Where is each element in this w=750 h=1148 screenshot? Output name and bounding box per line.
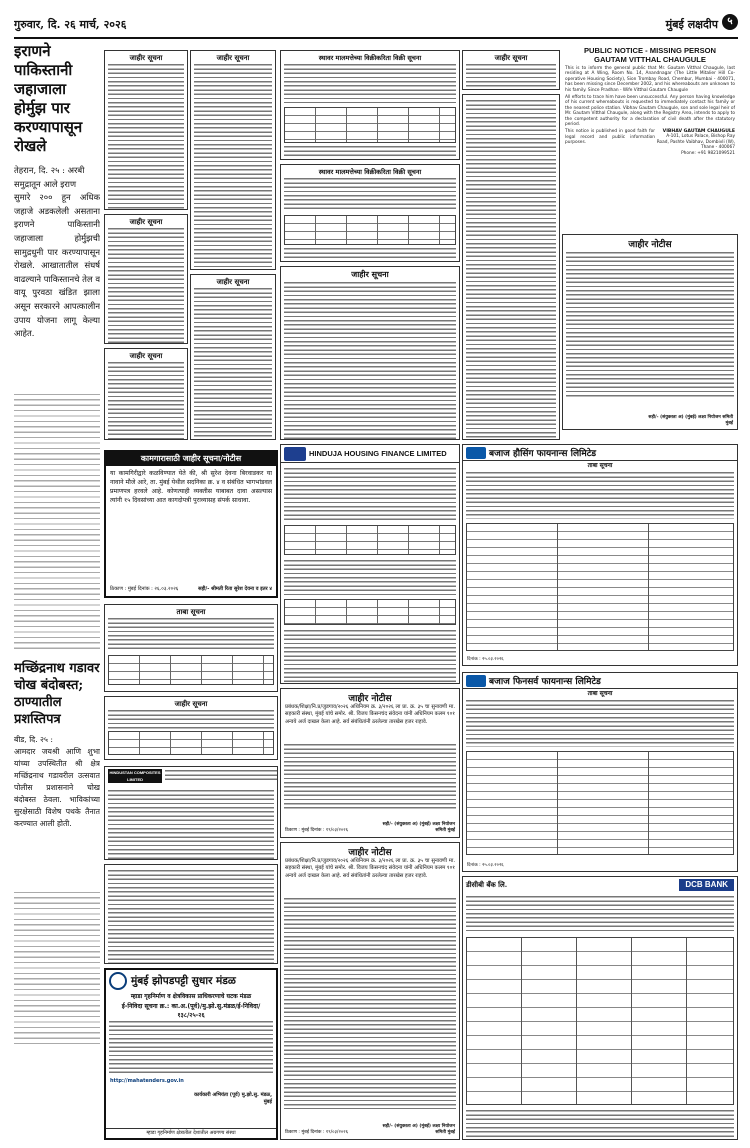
notice-col2-c (104, 348, 188, 440)
jahir-notice-cont (284, 897, 456, 1109)
notice-col2-a (104, 50, 188, 210)
lead-headline: इराणने पाकिस्तानी जहाजाला होर्मुझ पार करण्यापासून रोखले (14, 42, 83, 155)
notice-col3-a (190, 50, 276, 270)
dcb-intro: डीसीबी बँक लि. (466, 880, 508, 889)
mhada-tender (104, 968, 278, 1140)
notice-title: जाहीर सूचना (174, 699, 208, 708)
hinduja-text-2 (284, 559, 456, 595)
notice-col5-b (462, 94, 560, 440)
jahir-notice-date: ठिकाण : मुंबई दिनांक : १९/०३/२०२६ (285, 828, 349, 833)
dcb-logo: DCB BANK (679, 879, 734, 891)
sale-notice-table (284, 107, 456, 143)
notice-title: ताबा सूचना (176, 607, 206, 616)
kamgar-body: या कामगिरीद्वारे कळविण्यात येते की, श्री सुरेश देवना बिरवाडकर या नावाने मौजे आरे, ता. मुंबई येथील सदनिका क्र. ४ व संबंधित भागभांडवल प्रमाणपत्र हरवले आहे. कोणत्याही व्यक्तीस याबाबत दावा असल्यास त्यांनी १५ दिवसांच्या आत कागदोपत्री पुराव्यासह संपर्क साधावा. (110, 470, 272, 504)
bajaj-housing-text (466, 471, 734, 519)
mhada-sign: कार्यकारी अभियंता (पूर्व) मु.झो.सु. मंडळ, मुंबई (194, 1092, 272, 1105)
bajaj-finance-logo (466, 675, 486, 687)
notice-title: जाहीर सूचना (351, 269, 389, 279)
jahir-notice-bottom (280, 842, 460, 1140)
notice-text (284, 281, 456, 439)
public-notice-body: This is to inform the general public that Mr. Gautam Vitthal Chaugule, last residing at A Wing, Room No. 14, Anandnagar (The Little Mitalier Hill Co-operative Housing Society), Sion Trombay Road, Chembur, Mumbai - 400071, has been missing since December 2002, and his whereabouts are unknown to his family. Since Pradhan - Wife Vitthal Gautam Chaugule (565, 66, 735, 93)
mhada-tender-no: ई-निविदा सूचना क्र.: का.अ.(पूर्व)/मु.झो.सु.मंडळ/ई-निविदा/१३८/२५-२६ (121, 1003, 261, 1019)
jahir-notice-body: प्रबंधक/शिक्षा/नि.प्र/जुडगाव/२०२६ अधिनियम क्र. ३/२०२६ ला प्रा. क्र. ३५ चा सुनावणी मा. सहकारी संस्था, मुंबई यांचे समोर. श्री. विजय किसनचंद संवेदना यांनी अधिनियम कलम १०१ अन्वये अर्ज दाखल केला आहे. सर्व संबंधितांनी ठरलेल्या तारखेस हजर राहावे. (285, 704, 455, 725)
dateline: गुरुवार, दि. २६ मार्च, २०२६ (14, 18, 127, 31)
jahir-notice-title: जाहीर नोटीस (628, 240, 672, 250)
masthead (14, 14, 738, 36)
bajaj-housing-table (466, 523, 734, 651)
public-notice-subtitle: GAUTAM VITTHAL CHAUGULE (594, 55, 706, 64)
jahir-notice-mid (280, 688, 460, 838)
lead-body: सुमारे २०० हून अधिक जहाजे अडकलेली असताना इराणने पाकिस्तानी जहाजाला होर्मुझची सामुद्रधुनी पार करण्यापासून रोखले. आखातातील संघर्ष वाढल्याने पाकिस्तानचे तेल व वायू पुरवठा खंडित झाला असून सरकारने आपत्कालीन उपाय योजना लागू केल्या आहेत. (14, 192, 100, 339)
jahir-notice-cont (284, 743, 456, 809)
hinduja-table-1 (284, 525, 456, 555)
notice-text (108, 227, 184, 343)
paper-name: मुंबई लक्षदीप (665, 18, 718, 31)
bajaj-housing-name: बजाज हौसिंग फायनान्स लिमिटेड (489, 449, 597, 459)
jahir-notice-date: ठिकाण : मुंबई दिनांक : १९/०३/२०२६ (285, 1130, 349, 1135)
hinduja-logo (284, 447, 306, 461)
sale-notice-title: स्थावर मालमत्तेच्या विक्रीकरिता विक्री सूचना (318, 168, 422, 176)
lead-body-cont (14, 392, 100, 652)
hindustan-text (108, 789, 274, 859)
hindustan-header-text (165, 769, 277, 783)
sale-notice-2 (280, 164, 460, 262)
dcb-bank-notice (462, 876, 738, 1140)
sale-notice-text (284, 177, 456, 211)
jahir-notice-sign: सही/- (संयुक्तता अ) (मुंबई) लक्ष्य नियोजन समिती मुंबई (648, 415, 733, 426)
notice-title: जाहीर सूचना (216, 277, 250, 286)
bajaj-finance-table (466, 751, 734, 855)
bajaj-finance-date: दिनांक : २५.०३.२०२६ (467, 863, 504, 868)
kamgar-place-date: ठिकाण : मुंबई दिनांक : २६.०३.२०२६ (110, 586, 179, 592)
dcb-foot (466, 1109, 734, 1139)
sale-notice-text (284, 63, 456, 103)
second-body-cont (14, 890, 100, 1044)
mhada-text (109, 1020, 273, 1074)
notice-lower-2 (104, 696, 278, 760)
lead-dateline: तेहरान, दि. २५ : अरबी समुद्रातून आले इराण (14, 165, 85, 189)
kamgar-sign: सही/- श्रीमती रिता सुरेश देवना व इतर ४ (198, 586, 272, 592)
mhada-website: http://mahatenders.gov.in (110, 1078, 184, 1084)
hindustan-logo: HINDUSTAN COMPOSITES LIMITED (109, 770, 161, 782)
kamgar-title: कामगारासाठी जाहीर सूचना/नोटीस (106, 452, 276, 466)
bajaj-finance-notice (462, 672, 738, 872)
page-number: ५ (722, 14, 738, 30)
hindustan-composites (104, 766, 278, 860)
notice-col2-b (104, 214, 188, 344)
notice-text (108, 361, 184, 439)
sale-notice-table (284, 215, 456, 245)
notice-col3-b (190, 274, 276, 440)
public-notice (562, 44, 738, 230)
notice-text (108, 617, 274, 651)
mhada-line: म्हाडा गृहनिर्माण व क्षेत्रविकास प्राधिकरणाचे घटक मंडळ (130, 993, 252, 1000)
hinduja-notice (280, 444, 460, 684)
public-notice-address: A-101, Lotus Palace, Bishop Ray Road, Pashte Vaibhav, Dombivli (W), Thane - 400067 (656, 134, 735, 151)
hinduja-text (284, 467, 456, 521)
jahir-notice-body: प्रबंधक/शिक्षा/नि.प्र/जुडगाव/२०२६ अधिनियम क्र. ३/२०२६ ला प्रा. क्र. ३५ चा सुनावणी मा. सहकारी संस्था, मुंबई यांचे समोर. श्री. विजय किसनचंद संवेदना यांनी अधिनियम कलम १०१ अन्वये अर्ज दाखल केला आहे. सर्व संबंधितांनी ठरलेल्या तारखेस हजर राहावे. (285, 858, 455, 879)
kamgar-notice (104, 450, 278, 598)
lead-story (14, 42, 100, 652)
bajaj-housing-date: दिनांक : २५.०३.२०२६ (467, 657, 504, 662)
masthead-rule (14, 37, 738, 39)
second-dateline: बीड, दि. २५ : (14, 735, 53, 744)
jahir-notice-sign: सही/- (संयुक्तता अ) (मुंबई) लक्ष्य नियोजन समिती मुंबई (382, 1124, 455, 1135)
bajaj-housing-notice-title: ताबा सूचना (587, 462, 613, 469)
bajaj-housing-notice (462, 444, 738, 666)
jahir-notice-title: जाहीर नोटीस (348, 848, 392, 858)
notice-text (466, 63, 556, 89)
jahir-notice-text (566, 251, 734, 399)
second-body: आमदार जयश्री आणि शुभा यांच्या उपस्थितीत श्री क्षेत्र मच्छिंद्रनाथ गडावरील उत्सवात पोलीस प्रशासनाने चोख बंदोबस्त ठेवला. भाविकांच्या सुरक्षेसाठी विशेष पथके तैनात करण्यात आली होती. (14, 747, 100, 828)
notice-col5-a (462, 50, 560, 90)
bajaj-finance-text (466, 699, 734, 747)
sale-notice-title: स्थावर मालमत्तेच्या विक्रीकरिता विक्री सूचना (318, 54, 422, 62)
notice-text (194, 63, 272, 269)
notice-text (194, 287, 272, 439)
notice-table (108, 655, 274, 685)
second-headline: मच्छिंद्रनाथ गडावर चोख बंदोबस्त; ठाण्यातील प्रशस्तिपत्र (14, 661, 100, 727)
jahir-suchna-wide (280, 266, 460, 440)
jahir-notice-right (562, 234, 738, 430)
mhada-title: मुंबई झोपडपट्टी सुधार मंडळ (131, 975, 236, 987)
public-notice-purpose: This notice is published in good faith for legal record and public information purposes. (565, 129, 655, 146)
mhada-footer: म्हाडा गृहनिर्माण क्षेत्रातील देशातील अग्रगण्य संस्था (106, 1128, 276, 1138)
bajaj-finance-notice-title: ताबा सूचना (587, 690, 613, 697)
notice-text (108, 709, 274, 729)
mhada-logo (109, 972, 127, 990)
public-notice-body2: All efforts to trace him have been unsuccessful. Any person having knowledge of his current whereabouts is requested to immediately contact his family or the nearest police station. Vibhav Gautam Chaugule, son and sole legal heir of Mr. Gautam Vitthal Chaugule, along with the Registry Area, intends to apply to the competent authority for a declaration of civil death after the statutory period. (565, 95, 735, 128)
notice-title: जाहीर सूचना (129, 53, 163, 62)
notice-text (108, 869, 274, 963)
notice-title: जाहीर सूचना (129, 217, 163, 226)
public-notice-title: PUBLIC NOTICE - MISSING PERSON (583, 46, 717, 55)
bajaj-finance-name: बजाज फिनसर्व फायनान्स लिमिटेड (489, 677, 601, 687)
sale-notice-foot (284, 247, 456, 261)
notice-title: जाहीर सूचना (494, 53, 528, 62)
notice-title: जाहीर सूचना (129, 351, 163, 360)
notice-table (108, 731, 274, 755)
public-notice-phone: Phone: +91 9821099521 (681, 150, 735, 156)
public-notice-sign: VIBHAV GAUTAM CHAUGULE (662, 129, 735, 135)
notice-text (108, 63, 184, 209)
sale-notice-1 (280, 50, 460, 160)
hinduja-table-2 (284, 599, 456, 625)
notice-lower-1 (104, 604, 278, 692)
bajaj-logo (466, 447, 486, 459)
dcb-text (466, 895, 734, 933)
notice-lower-3 (104, 864, 278, 964)
hinduja-text-3 (284, 629, 456, 683)
second-story (14, 660, 100, 1044)
dcb-table (466, 937, 734, 1105)
sale-notice-foot (284, 145, 456, 159)
hinduja-name: HINDUJA HOUSING FINANCE LIMITED (309, 449, 447, 458)
jahir-notice-sign: सही/- (संयुक्तता अ) (मुंबई) लक्ष्य नियोजन समिती मुंबई (382, 822, 455, 833)
notice-title: जाहीर सूचना (216, 53, 250, 62)
jahir-notice-title: जाहीर नोटीस (348, 694, 392, 704)
notice-text (466, 99, 556, 439)
